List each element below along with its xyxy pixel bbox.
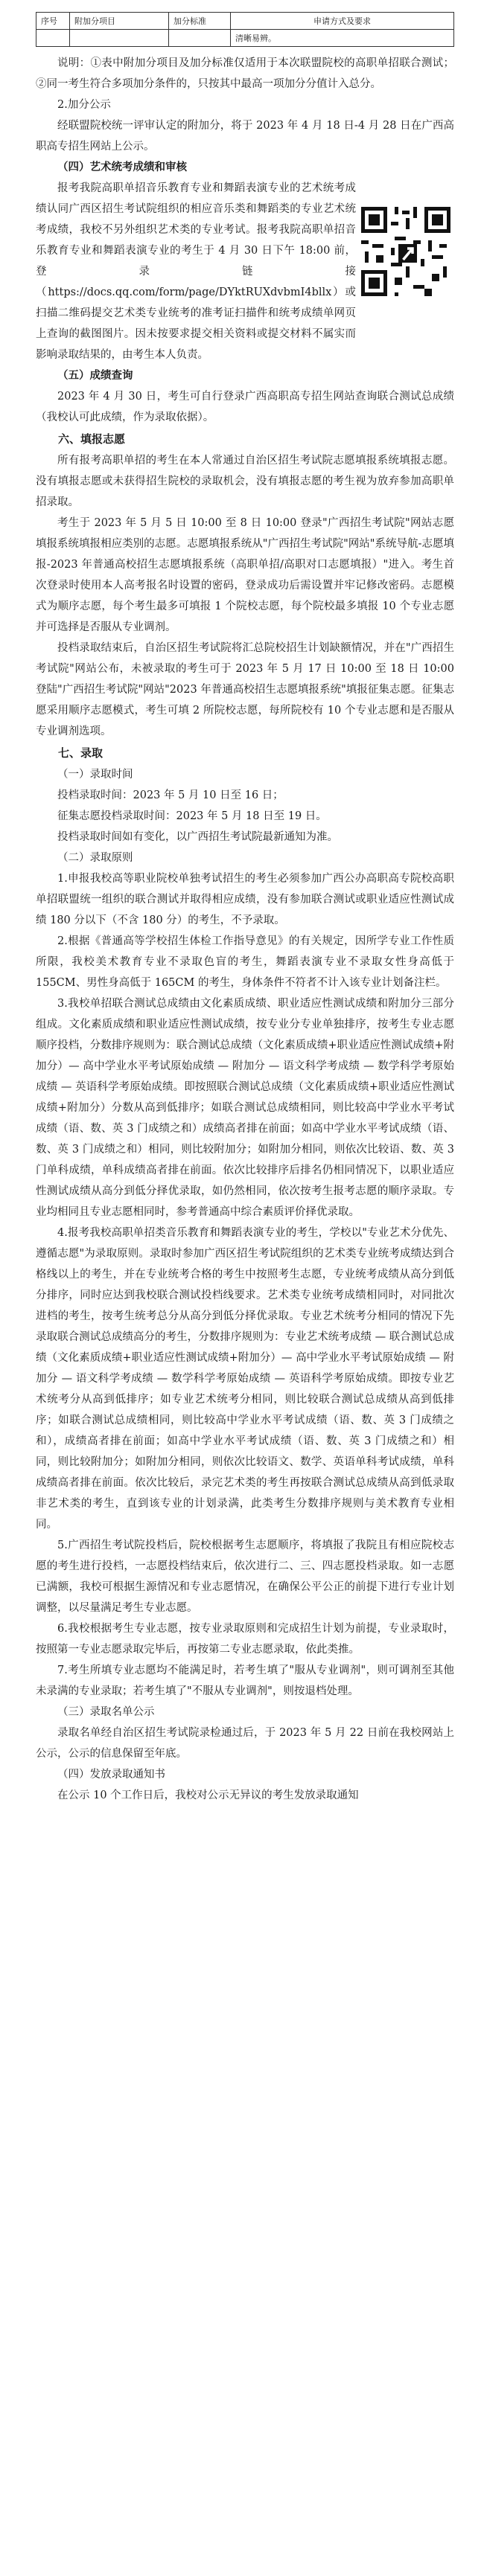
col-index: 序号 bbox=[36, 13, 70, 30]
bonus-table-header bbox=[36, 12, 454, 47]
table-cell-method: 清晰易辨。 bbox=[231, 30, 454, 47]
application-p1: 考生于 2023 年 5 月 5 日 10:00 至 8 日 10:00 登录"广西招生考试院"网站志愿填报系统填报相应类别的志愿。志愿填报系统从"广西招生考试院"网站"系统导航-志愿填报-2023 年普通高校招生志愿填报系统（高职单招/高职对口志愿填报）"进入。考生首次登录时使用本人高考报名时设置的密码，登录成功后需设置并牢记修改密码。志愿模式为顺序志愿，每个考生最多可填报 1 个院校志愿，每个院校最多填报 10 个专业志愿并可选择是否服从专业调剂。 bbox=[36, 517, 454, 633]
section-admission-title: 七、录取 bbox=[58, 746, 104, 760]
document-page bbox=[0, 12, 484, 2576]
col-standard: 加分标准 bbox=[169, 13, 231, 30]
admission-time-title: （一）录取时间 bbox=[57, 769, 133, 781]
section-art-exam-title: （四）艺术统考成绩和审核 bbox=[57, 161, 187, 173]
col-method: 申请方式及要求 bbox=[231, 13, 454, 30]
admission-list-title: （三）录取名单公示 bbox=[57, 1706, 155, 1718]
bonus-publicity-text: 经联盟院校统一评审认定的附加分，将于 2023 年 4 月 18 日-4 月 28 日在广西高职高专招生网站上公示。 bbox=[36, 120, 454, 153]
col-item: 附加分项目 bbox=[70, 13, 169, 30]
table-cell bbox=[169, 30, 231, 47]
admission-rule: 7.考生所填专业志愿均不能满足时，若考生填了"服从专业调剂"，则可调剂至其他未录满的专业录取；若考生填了"不服从专业调剂"，则按退档处理。 bbox=[36, 1665, 454, 1697]
art-exam-block bbox=[36, 178, 454, 365]
admission-rules-title: （二）录取原则 bbox=[57, 852, 133, 864]
bonus-publicity-title: 2.加分公示 bbox=[57, 99, 111, 111]
admission-time-line: 投档录取时间：2023 年 5 月 10 日至 16 日； bbox=[57, 789, 284, 801]
application-intro: 所有报考高职单招的考生在本人常通过自治区招生考试院志愿填报系统填报志愿。没有填报志愿或未获得招生院校的录取机会，没有填报志愿的考生视为放弃参加高职单招录取。 bbox=[36, 455, 454, 508]
bonus-note: 说明：①表中附加分项目及加分标准仅适用于本次联盟院校的高职单招联合测试；②同一考生符合多项加分条件的，只按其中最高一项加分分值计入总分。 bbox=[36, 57, 454, 90]
admission-time-line: 投档录取时间如有变化，以广西招生考试院最新通知为准。 bbox=[57, 831, 338, 843]
admission-rule: 4.报考我校高职单招类音乐教育和舞蹈表演专业的考生，学校以"专业艺术分优先、遵循志愿"为录取原则。录取时参加广西区招生考试院组织的艺术类专业统考成绩达到合格线以上的考生，并在专业统考合格的考生中按照考生志愿，专业统考成绩从高分到低分排序，同时应达到我校联合测试投档线要求。艺术类专业统考成绩相同时，对同批次进档的考生，按考生统考总分从高分到低分择优录取。专业艺术统考分相同的情况下先录取联合测试总成绩高分的考生，分数排序规则为：专业艺术统考成绩 — 联合测试总成绩（文化素质成绩+职业适应性测试成绩+附加分）— 高中学业水平考试原始成绩 — 附加分 — 语文科学考成绩 — 数学科学考原始成绩 — 英语科学考原始成绩。即按专业艺术统考分从高到低排序；如专业艺术统考分相同，则比较联合测试总成绩从高到低排序；如联合测试总成绩相同，则比较高中学业水平考试成绩（语、数、英 3 门成绩之和），成绩高者排在前面；如高中学业水平考试成绩（语、数、英 3 门成绩之和）相同，则比较附加分；如附加分相同，则依次比较语文、数学、英语单科考试成绩，单科成绩高者排在前面。依次比较后，录完艺术类的考生再按联合测试总成绩从高到低录取非艺术类的考生，直到该专业的计划录满，此类考生分数排序规则与美术教育专业相同。 bbox=[36, 1227, 454, 1531]
admission-time-line: 征集志愿投档录取时间：2023 年 5 月 18 日至 19 日。 bbox=[57, 810, 327, 822]
admission-rule: 6.我校根据考生专业志愿，按专业录取原则和完成招生计划为前提，专业录取时，按照第一专业志愿录取完毕后，再按第二专业志愿录取，依此类推。 bbox=[36, 1623, 454, 1656]
admission-rule: 2.根据《普通高等学校招生体检工作指导意见》的有关规定，因所学专业工作性质所限，我校美术教育专业不录取色盲的考生，舞蹈表演专业不录取女性身高低于 155CM、男性身高低于 165CM 的考生，身体条件不符者不计入该专业计划备注栏。 bbox=[36, 935, 454, 989]
score-query-text: 2023 年 4 月 30 日，考生可自行登录广西高职高专招生网站查询联合测试总成绩（我校认可此成绩，作为录取依据）。 bbox=[36, 391, 454, 423]
table-cell bbox=[36, 30, 70, 47]
admission-list-text: 录取名单经自治区招生考试院录检通过后，于 2023 年 5 月 22 日前在我校网站上公示，公示的信息保留至年底。 bbox=[36, 1727, 454, 1760]
art-exam-text: 报考我院高职单招音乐教育专业和舞蹈表演专业的艺术统考成绩认同广西区招生考试院组织的相应音乐类和舞蹈类的专业艺术统考成绩，我校不另外组织艺术类的专业考试。报考我院高职单招音乐教育专业和舞蹈表演专业的考生于 4 月 30 日下午 18:00 前，登录链接（https://docs.qq.com/form/page/DYktRUXdvbmI4bllx）或扫描二维码提交艺术类专业统考的准考证扫描件和统考成绩单网页上查询的截图图片。因未按要求提交相关资料或提交材料不属实而影响录取结果的，由考生本人负责。 bbox=[36, 182, 356, 361]
section-application-title: 六、填报志愿 bbox=[58, 432, 126, 446]
qr-code-icon[interactable] bbox=[357, 203, 454, 300]
notice-letter-text: 在公示 10 个工作日后，我校对公示无异议的考生发放录取通知 bbox=[57, 1790, 359, 1801]
notice-letter-title: （四）发放录取通知书 bbox=[57, 1769, 165, 1781]
admission-rule: 1.申报我校高等职业院校单独考试招生的考生必须参加广西公办高职高专院校高职单招联盟统一组织的联合测试并取得相应成绩，没有参加联合测试或职业适应性测试成绩 180 分以下（不含 180 分）的考生，不予录取。 bbox=[36, 873, 454, 926]
table-cell bbox=[70, 30, 169, 47]
section-score-query-title: （五）成绩查询 bbox=[57, 369, 133, 382]
admission-rule: 3.我校单招联合测试总成绩由文化素质成绩、职业适应性测试成绩和附加分三部分组成。文化素质成绩和职业适应性测试成绩，按专业分专业单独排序，按考生专业志愿顺序投档，分数排序规则为：联合测试总成绩（文化素质成绩+职业适应性测试成绩+附加分）— 高中学业水平考试原始成绩 — 附加分 — 语文科学考成绩 — 数学科学考原始成绩 — 英语科学考原始成绩。即按照联合测试总成绩（文化素质成绩+职业适应性测试成绩+附加分）分数从高到低排序；如联合测试总成绩相同，则比较高中学业水平考试成绩（语、数、英 3 门成绩之和）成绩高者排在前面；如高中学业水平考试成绩（语、数、英 3 门成绩之和）相同，则比较附加分；如附加分相同，则依次比较语、数、英 3 门单科成绩，单科成绩高者排在前面。依次比较排序后排名仍相同情况下，以职业适应性测试成绩从高分到低分择优录取，如仍然相同，依次按考生报考志愿的顺序录取。专业均相同且专业志愿相同时，参考普通高中综合素质评价择优录取。 bbox=[36, 998, 454, 1218]
admission-rule: 5.广西招生考试院投档后，院校根据考生志愿顺序，将填报了我院且有相应院校志愿的考生进行投档，一志愿投档结束后，依次进行二、三、四志愿投档录取。如一志愿已满额，我校可根据生源情况和专业志愿情况，在确保公平公正的前提下进行专业计划调整，以尽量满足考生专业志愿。 bbox=[36, 1539, 454, 1614]
application-p2: 投档录取结束后，自治区招生考试院将汇总院校招生计划缺额情况，并在"广西招生考试院"网站公布，未被录取的考生可于 2023 年 5 月 17 日 10:00 至 18 日 10:00 登陆"广西招生考试院"网站"2023 年普通高校招生志愿填报系统"填报征集志愿。征集志愿采用顺序志愿模式，考生可填 2 所院校志愿，每所院校有 10 个专业志愿和是否服从专业调剂选项。 bbox=[36, 642, 454, 737]
